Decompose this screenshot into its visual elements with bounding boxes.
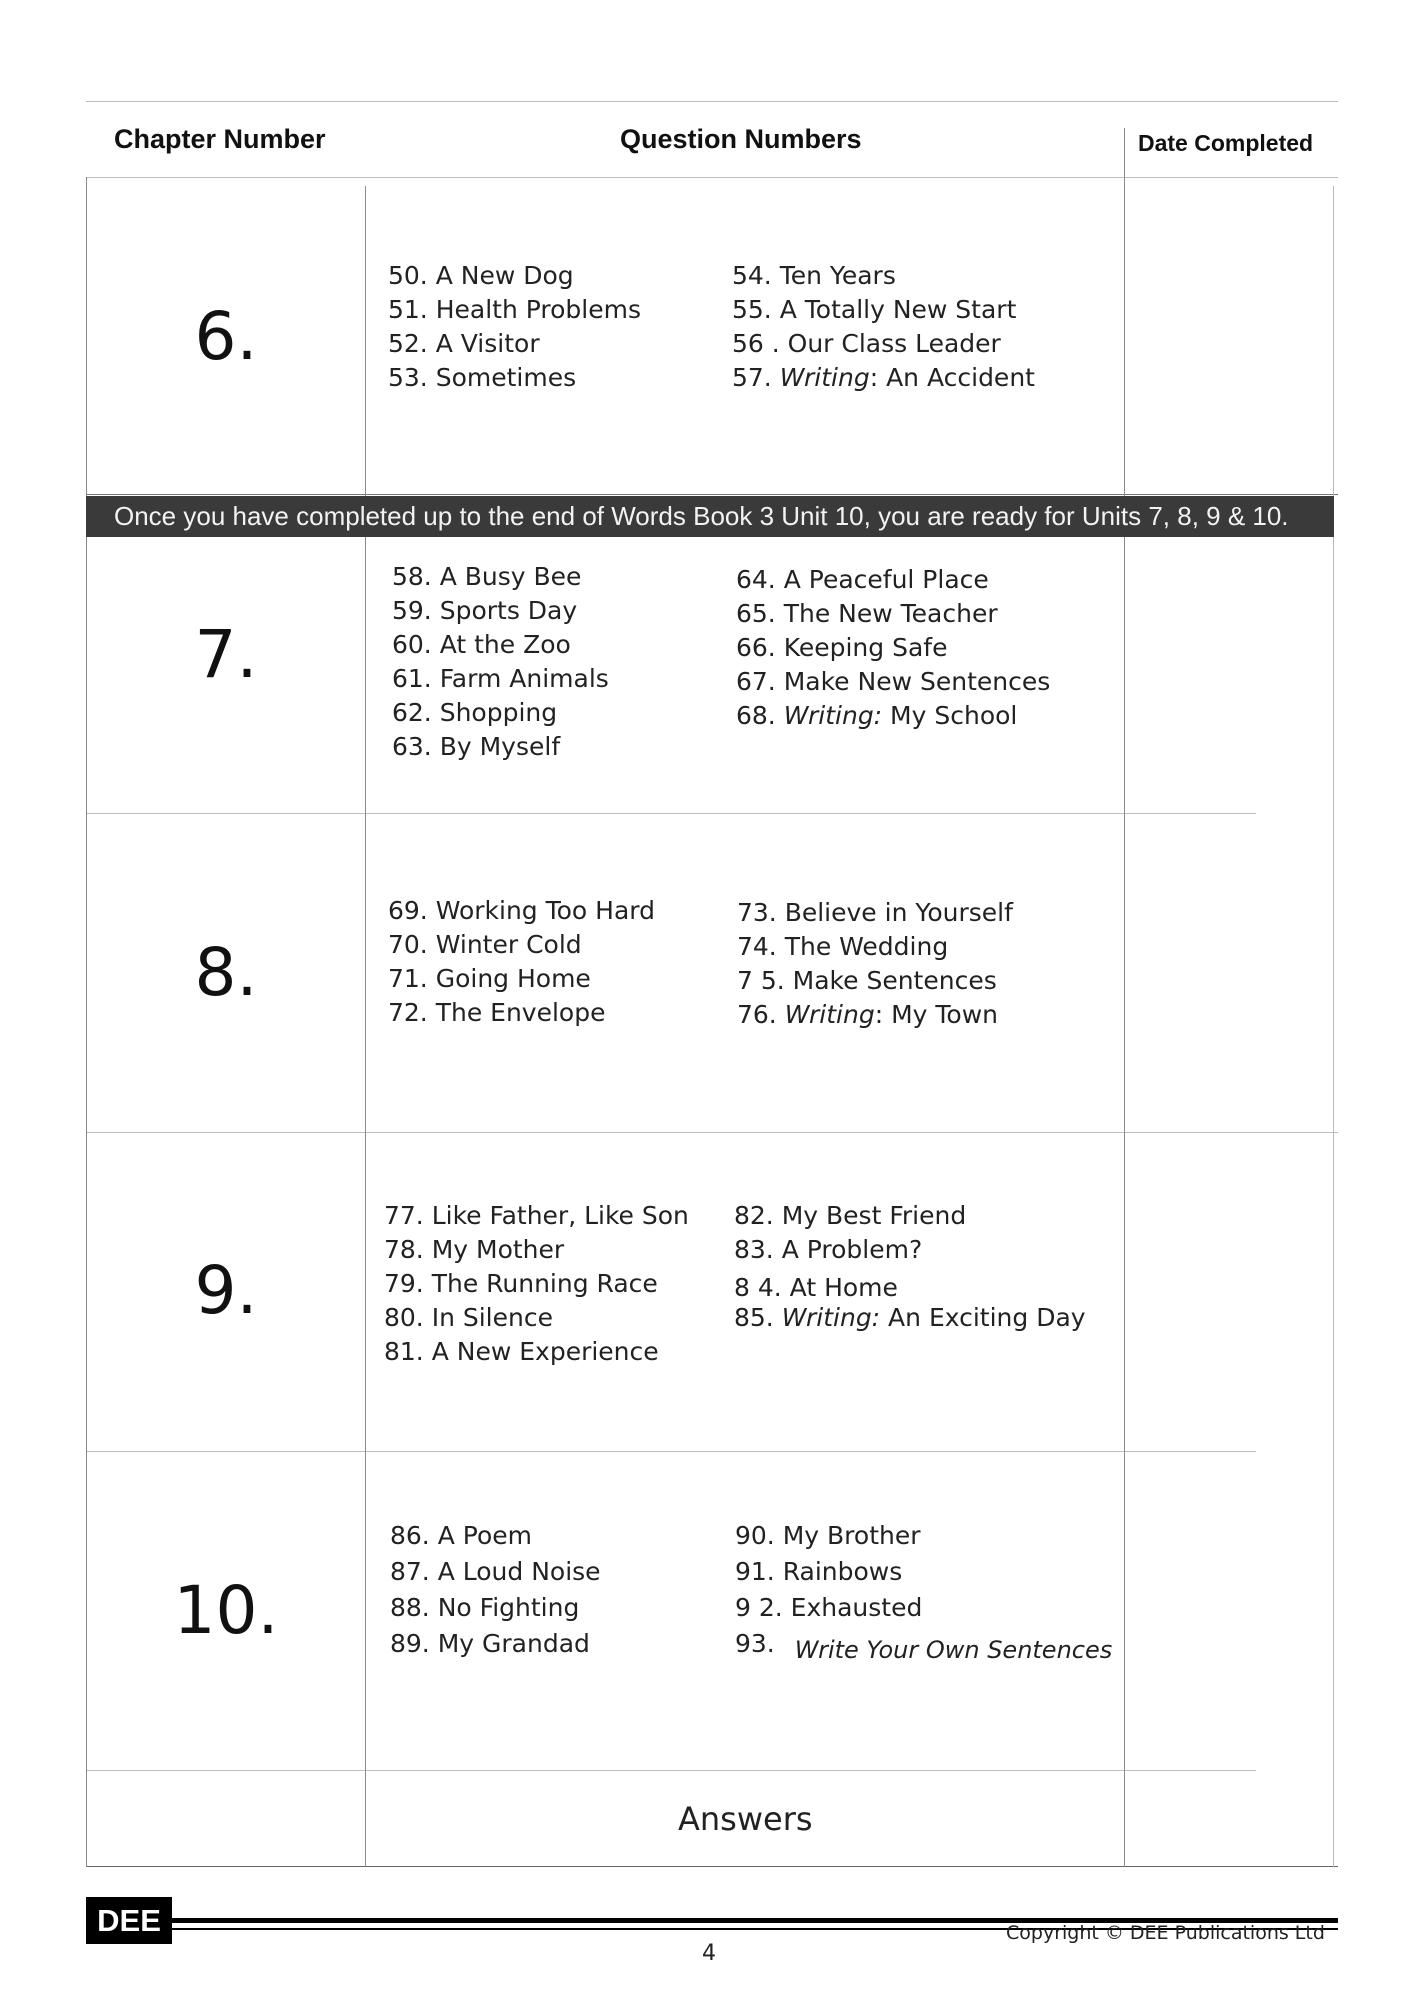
question-item: 77. Like Father, Like Son — [384, 1201, 689, 1230]
chapter-number: 7. — [194, 616, 258, 693]
question-list-right — [737, 896, 1013, 1032]
question-list-right — [732, 259, 1035, 395]
question-item: 91. Rainbows — [735, 1557, 903, 1586]
question-item-writing: 76. Writing: My Town — [737, 1000, 998, 1029]
question-item: 61. Farm Animals — [392, 664, 609, 693]
dee-logo: DEE — [86, 1897, 172, 1944]
right-border — [1333, 186, 1334, 1867]
question-list-left — [388, 259, 641, 395]
question-item: 86. A Poem — [390, 1521, 532, 1550]
question-list-left — [388, 894, 655, 1030]
question-item: 7 5. Make Sentences — [737, 966, 997, 995]
question-item: 56 . Our Class Leader — [732, 329, 1001, 358]
question-item: 72. The Envelope — [388, 998, 606, 1027]
question-item: 83. A Problem? — [734, 1235, 923, 1264]
question-item: 78. My Mother — [384, 1235, 565, 1264]
page-number: 4 — [702, 1941, 716, 1966]
question-list-right — [734, 1199, 1086, 1335]
row6-bottom-rule — [86, 494, 1338, 495]
chapter-number: 9. — [194, 1252, 258, 1329]
question-item: 51. Health Problems — [388, 295, 641, 324]
question-item: 66. Keeping Safe — [736, 633, 948, 662]
question-item: 89. My Grandad — [390, 1629, 590, 1658]
question-item: 70. Winter Cold — [388, 930, 582, 959]
row9-bottom-rule — [86, 1451, 1256, 1452]
question-item: 69. Working Too Hard — [388, 896, 656, 925]
progress-banner: Once you have completed up to the end of Words Book 3 Unit 10, you are ready for Units 7, 8, 9 & 10. — [86, 496, 1334, 537]
question-item-writing: 68. Writing: My School — [736, 701, 1018, 730]
question-item: 53. Sometimes — [388, 363, 577, 392]
question-item: 58. A Busy Bee — [392, 562, 582, 591]
question-item: 80. In Silence — [384, 1303, 553, 1332]
answers-label: Answers — [678, 1800, 813, 1838]
table-top-rule — [86, 101, 1338, 102]
question-item: 52. A Visitor — [388, 329, 540, 358]
question-item-writing: 57. Writing: An Accident — [732, 363, 1035, 392]
question-item-write-own: 93. Write Your Own Sentences — [735, 1629, 1113, 1664]
question-item: 90. My Brother — [735, 1521, 921, 1550]
header-bottom-rule — [86, 177, 1338, 178]
question-item: 59. Sports Day — [392, 596, 578, 625]
row8-bottom-rule — [86, 1132, 1338, 1133]
question-item: 73. Believe in Yourself — [737, 898, 1013, 927]
question-item: 9 2. Exhausted — [735, 1593, 923, 1622]
question-item: 64. A Peaceful Place — [736, 565, 989, 594]
chapter-number: 8. — [194, 934, 258, 1011]
question-item: 71. Going Home — [388, 964, 591, 993]
row7-bottom-rule — [86, 813, 1256, 814]
question-item: 81. A New Experience — [384, 1337, 659, 1366]
question-item: 50. A New Dog — [388, 261, 574, 290]
question-item-writing: 85. Writing: An Exciting Day — [734, 1303, 1086, 1332]
question-item: 88. No Fighting — [390, 1593, 580, 1622]
question-item: 79. The Running Race — [384, 1269, 658, 1298]
question-item: 82. My Best Friend — [734, 1201, 967, 1230]
question-item: 62. Shopping — [392, 698, 558, 727]
question-list-right — [735, 1518, 1112, 1662]
question-list-left — [390, 1518, 601, 1662]
question-item: 87. A Loud Noise — [390, 1557, 601, 1586]
date-col-divider — [1124, 128, 1125, 1867]
chapter-number: 6. — [194, 298, 258, 375]
question-item: 55. A Totally New Start — [732, 295, 1017, 324]
question-numbers-header: Question Numbers — [620, 124, 862, 154]
chapter-number: 10. — [173, 1572, 279, 1649]
question-item: 54. Ten Years — [732, 261, 896, 290]
table-bottom-rule — [86, 1866, 1338, 1867]
copyright-text: Copyright © DEE Publications Ltd — [1006, 1922, 1325, 1944]
question-item: 65. The New Teacher — [736, 599, 998, 628]
date-completed-header: Date Completed — [1138, 130, 1314, 156]
question-item: 63. By Myself — [392, 732, 561, 761]
chapter-number-header: Chapter Number — [114, 124, 326, 154]
question-list-left — [392, 560, 609, 764]
question-item: 60. At the Zoo — [392, 630, 571, 659]
question-list-left — [384, 1199, 689, 1369]
question-item: 8 4. At Home — [734, 1273, 898, 1302]
question-item: 67. Make New Sentences — [736, 667, 1051, 696]
row10-bottom-rule — [86, 1770, 1256, 1771]
question-item: 74. The Wedding — [737, 932, 949, 961]
question-list-right — [736, 563, 1050, 733]
